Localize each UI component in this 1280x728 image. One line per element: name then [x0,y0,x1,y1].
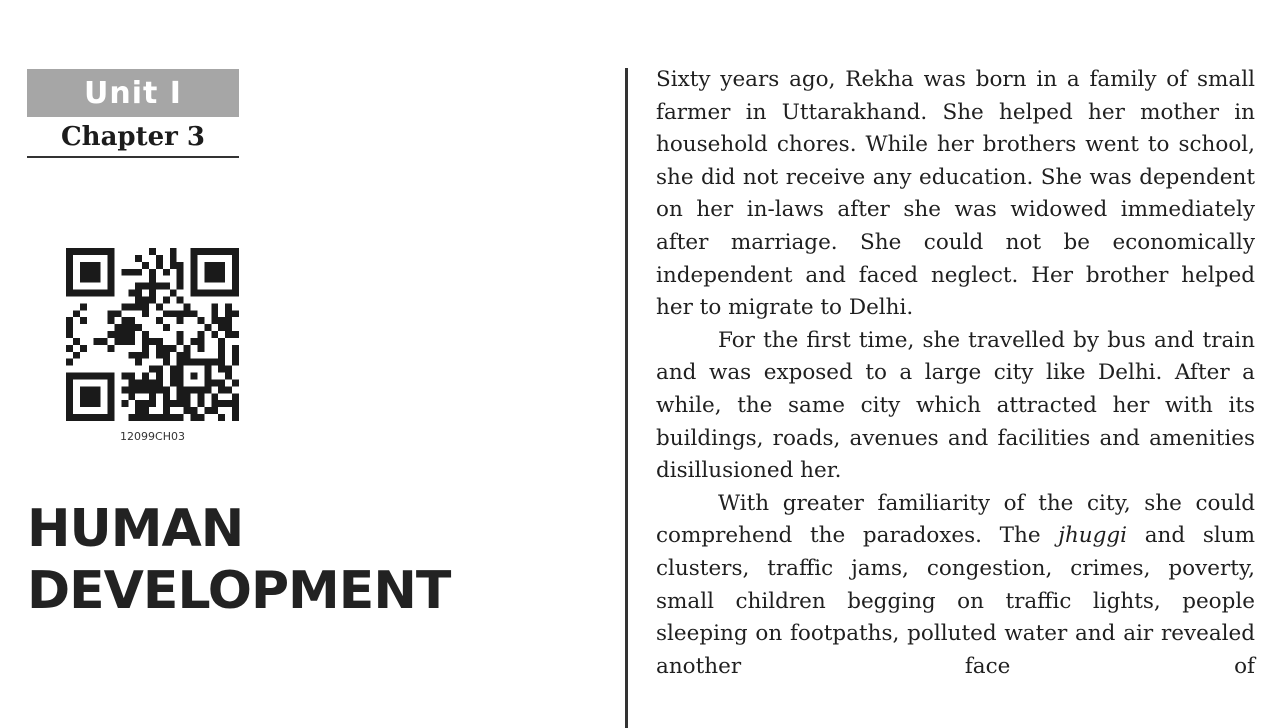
unit-badge: Unit I [27,69,239,117]
chapter-title-line-2: DEVELOPMENT [27,561,451,621]
body-text [656,64,1255,683]
chapter-title [27,498,450,622]
paragraph-1: Sixty years ago, Rekha was born in a family of small farmer in Uttarakhand. She helped her mother in household chores. While her brothers went to school, she did not receive any education. She was dependent on her in-laws after she was widowed immediately after marriage. She could not be economically independent and faced neglect. Her brother helped her to migrate to Delhi. [656,67,1255,321]
chapter-title-line-1: HUMAN [27,499,244,559]
qr-code-label: 12099CH03 [120,430,185,443]
paragraph-3-end: and slum clusters, traffic jams, congestion, crimes, poverty, small children begging on traffic lights, people sleeping on footpaths, polluted water and air revealed another face of [656,523,1255,679]
paragraph-3-start: With greater familiarity of the city, she could comprehend the paradoxes. The [656,490,1255,549]
paragraph-2: For the first time, she travelled by bus and train and was exposed to a large city like Delhi. After a while, the same city which attracted her with its buildings, roads, avenues and facilities and amenities disillusioned her. [656,327,1255,484]
chapter-label: Chapter 3 [27,118,239,158]
column-divider [625,68,628,728]
qr-code-icon [66,248,239,421]
paragraph-3-italic: jhuggi [1058,523,1128,549]
paragraph-3 [656,488,1255,684]
